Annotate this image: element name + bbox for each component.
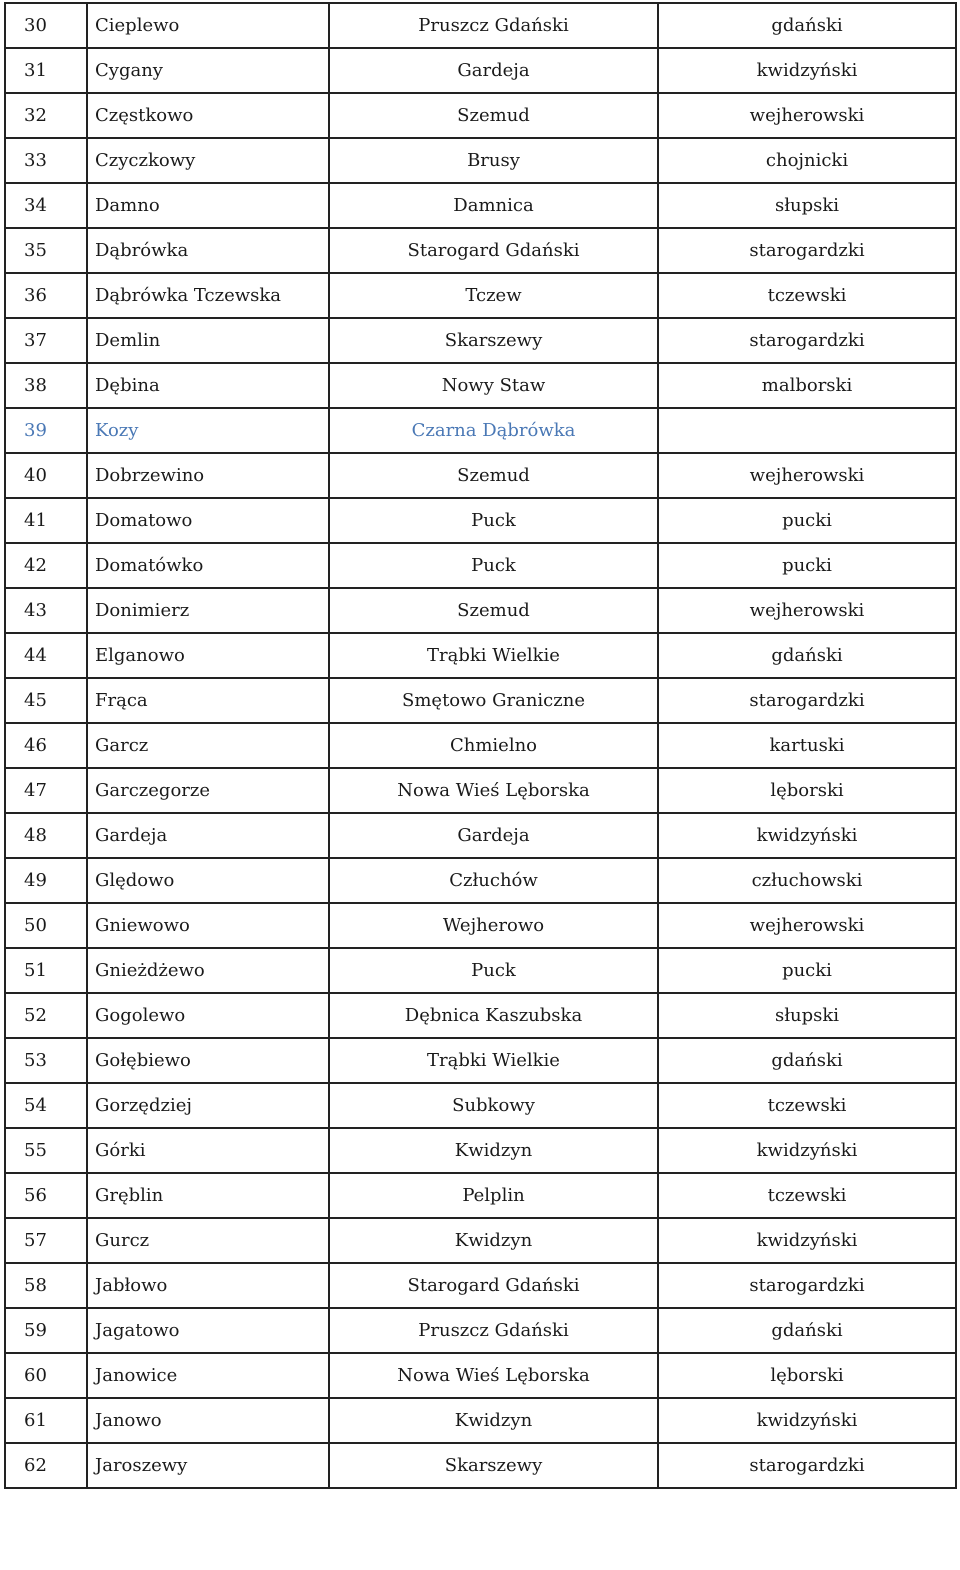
locality-name-cell: Jagatowo xyxy=(87,1308,329,1353)
row-number-cell: 39 xyxy=(5,408,87,453)
row-number-cell: 43 xyxy=(5,588,87,633)
locality-name-cell: Czyczkowy xyxy=(87,138,329,183)
table-row xyxy=(5,3,956,48)
row-number-cell: 36 xyxy=(5,273,87,318)
powiat-cell: starogardzki xyxy=(658,228,956,273)
gmina-cell: Gardeja xyxy=(329,48,658,93)
locality-name-cell: Gogolewo xyxy=(87,993,329,1038)
table-row xyxy=(5,93,956,138)
locality-name-cell: Domatówko xyxy=(87,543,329,588)
table-row xyxy=(5,1398,956,1443)
powiat-cell: lęborski xyxy=(658,768,956,813)
table-row xyxy=(5,228,956,273)
table-row xyxy=(5,1353,956,1398)
row-number-cell: 40 xyxy=(5,453,87,498)
locality-name-cell: Dąbrówka xyxy=(87,228,329,273)
table-row xyxy=(5,723,956,768)
locality-table xyxy=(4,2,957,1489)
locality-name-cell: Dobrzewino xyxy=(87,453,329,498)
powiat-cell: słupski xyxy=(658,993,956,1038)
table-row xyxy=(5,1173,956,1218)
locality-name-cell: Damno xyxy=(87,183,329,228)
row-number-cell: 48 xyxy=(5,813,87,858)
row-number-cell: 50 xyxy=(5,903,87,948)
powiat-cell: kwidzyński xyxy=(658,1218,956,1263)
locality-name-cell: Dębina xyxy=(87,363,329,408)
gmina-cell: Człuchów xyxy=(329,858,658,903)
locality-name-cell: Gardeja xyxy=(87,813,329,858)
gmina-cell: Starogard Gdański xyxy=(329,228,658,273)
table-row xyxy=(5,948,956,993)
gmina-cell: Kwidzyn xyxy=(329,1218,658,1263)
gmina-cell: Starogard Gdański xyxy=(329,1263,658,1308)
powiat-cell: kwidzyński xyxy=(658,1128,956,1173)
powiat-cell: tczewski xyxy=(658,1173,956,1218)
powiat-cell: słupski xyxy=(658,183,956,228)
row-number-cell: 45 xyxy=(5,678,87,723)
gmina-cell: Nowy Staw xyxy=(329,363,658,408)
powiat-cell: starogardzki xyxy=(658,318,956,363)
gmina-cell: Subkowy xyxy=(329,1083,658,1128)
gmina-cell: Gardeja xyxy=(329,813,658,858)
gmina-cell: Wejherowo xyxy=(329,903,658,948)
powiat-cell: starogardzki xyxy=(658,1263,956,1308)
table-row xyxy=(5,1128,956,1173)
gmina-cell: Smętowo Graniczne xyxy=(329,678,658,723)
row-number-cell: 60 xyxy=(5,1353,87,1398)
gmina-cell: Pruszcz Gdański xyxy=(329,1308,658,1353)
row-number-cell: 52 xyxy=(5,993,87,1038)
table-row xyxy=(5,138,956,183)
powiat-cell: starogardzki xyxy=(658,1443,956,1488)
locality-name-cell: Częstkowo xyxy=(87,93,329,138)
row-number-cell: 37 xyxy=(5,318,87,363)
table-row xyxy=(5,453,956,498)
powiat-cell: pucki xyxy=(658,948,956,993)
row-number-cell: 34 xyxy=(5,183,87,228)
powiat-cell: kwidzyński xyxy=(658,813,956,858)
gmina-cell: Pruszcz Gdański xyxy=(329,3,658,48)
table-row xyxy=(5,318,956,363)
locality-name-cell: Kozy xyxy=(87,408,329,453)
table-row xyxy=(5,768,956,813)
row-number-cell: 61 xyxy=(5,1398,87,1443)
table-row xyxy=(5,1308,956,1353)
gmina-cell: Nowa Wieś Lęborska xyxy=(329,1353,658,1398)
table-row xyxy=(5,678,956,723)
powiat-cell: człuchowski xyxy=(658,858,956,903)
powiat-cell: tczewski xyxy=(658,1083,956,1128)
gmina-cell: Szemud xyxy=(329,453,658,498)
gmina-cell: Kwidzyn xyxy=(329,1398,658,1443)
powiat-cell: wejherowski xyxy=(658,588,956,633)
locality-name-cell: Ględowo xyxy=(87,858,329,903)
row-number-cell: 44 xyxy=(5,633,87,678)
row-number-cell: 58 xyxy=(5,1263,87,1308)
row-number-cell: 51 xyxy=(5,948,87,993)
table-row xyxy=(5,1443,956,1488)
gmina-cell: Damnica xyxy=(329,183,658,228)
powiat-cell: starogardzki xyxy=(658,678,956,723)
locality-name-cell: Cieplewo xyxy=(87,3,329,48)
table-row xyxy=(5,183,956,228)
gmina-cell: Chmielno xyxy=(329,723,658,768)
powiat-cell: gdański xyxy=(658,1038,956,1083)
powiat-cell: wejherowski xyxy=(658,903,956,948)
row-number-cell: 35 xyxy=(5,228,87,273)
table-row xyxy=(5,273,956,318)
locality-name-cell: Gołębiewo xyxy=(87,1038,329,1083)
locality-name-cell: Janowice xyxy=(87,1353,329,1398)
row-number-cell: 53 xyxy=(5,1038,87,1083)
locality-name-cell: Cygany xyxy=(87,48,329,93)
row-number-cell: 47 xyxy=(5,768,87,813)
gmina-cell: Kwidzyn xyxy=(329,1128,658,1173)
powiat-cell: wejherowski xyxy=(658,93,956,138)
row-number-cell: 56 xyxy=(5,1173,87,1218)
locality-name-cell: Elganowo xyxy=(87,633,329,678)
gmina-cell: Puck xyxy=(329,543,658,588)
locality-name-cell: Domatowo xyxy=(87,498,329,543)
row-number-cell: 42 xyxy=(5,543,87,588)
table-row xyxy=(5,1083,956,1128)
gmina-cell: Pelplin xyxy=(329,1173,658,1218)
locality-name-cell: Demlin xyxy=(87,318,329,363)
locality-name-cell: Gręblin xyxy=(87,1173,329,1218)
locality-name-cell: Janowo xyxy=(87,1398,329,1443)
powiat-cell: pucki xyxy=(658,543,956,588)
table-row xyxy=(5,498,956,543)
gmina-cell: Brusy xyxy=(329,138,658,183)
locality-table-body xyxy=(5,3,956,1488)
powiat-cell: kwidzyński xyxy=(658,48,956,93)
gmina-cell: Tczew xyxy=(329,273,658,318)
table-row xyxy=(5,543,956,588)
table-row xyxy=(5,408,956,453)
table-row xyxy=(5,903,956,948)
row-number-cell: 55 xyxy=(5,1128,87,1173)
row-number-cell: 59 xyxy=(5,1308,87,1353)
locality-name-cell: Dąbrówka Tczewska xyxy=(87,273,329,318)
powiat-cell: gdański xyxy=(658,3,956,48)
row-number-cell: 33 xyxy=(5,138,87,183)
table-row xyxy=(5,858,956,903)
row-number-cell: 46 xyxy=(5,723,87,768)
locality-name-cell: Jabłowo xyxy=(87,1263,329,1308)
locality-name-cell: Garcz xyxy=(87,723,329,768)
row-number-cell: 49 xyxy=(5,858,87,903)
powiat-cell: pucki xyxy=(658,498,956,543)
locality-name-cell: Górki xyxy=(87,1128,329,1173)
powiat-cell: lęborski xyxy=(658,1353,956,1398)
gmina-cell: Trąbki Wielkie xyxy=(329,1038,658,1083)
gmina-cell: Skarszewy xyxy=(329,318,658,363)
row-number-cell: 41 xyxy=(5,498,87,543)
gmina-cell: Trąbki Wielkie xyxy=(329,633,658,678)
table-row xyxy=(5,588,956,633)
locality-name-cell: Gurcz xyxy=(87,1218,329,1263)
powiat-cell: gdański xyxy=(658,633,956,678)
locality-name-cell: Gorzędziej xyxy=(87,1083,329,1128)
locality-name-cell: Jaroszewy xyxy=(87,1443,329,1488)
gmina-cell: Szemud xyxy=(329,93,658,138)
locality-name-cell: Gniewowo xyxy=(87,903,329,948)
powiat-cell xyxy=(658,408,956,453)
powiat-cell: chojnicki xyxy=(658,138,956,183)
row-number-cell: 54 xyxy=(5,1083,87,1128)
row-number-cell: 31 xyxy=(5,48,87,93)
gmina-cell: Nowa Wieś Lęborska xyxy=(329,768,658,813)
gmina-cell: Czarna Dąbrówka xyxy=(329,408,658,453)
powiat-cell: tczewski xyxy=(658,273,956,318)
table-row xyxy=(5,993,956,1038)
table-row xyxy=(5,813,956,858)
locality-name-cell: Gnieżdżewo xyxy=(87,948,329,993)
table-row xyxy=(5,48,956,93)
powiat-cell: wejherowski xyxy=(658,453,956,498)
powiat-cell: malborski xyxy=(658,363,956,408)
powiat-cell: kartuski xyxy=(658,723,956,768)
powiat-cell: gdański xyxy=(658,1308,956,1353)
locality-name-cell: Garczegorze xyxy=(87,768,329,813)
table-row xyxy=(5,633,956,678)
gmina-cell: Puck xyxy=(329,948,658,993)
gmina-cell: Skarszewy xyxy=(329,1443,658,1488)
table-row xyxy=(5,1218,956,1263)
table-row xyxy=(5,1038,956,1083)
table-row xyxy=(5,1263,956,1308)
row-number-cell: 32 xyxy=(5,93,87,138)
row-number-cell: 62 xyxy=(5,1443,87,1488)
locality-name-cell: Donimierz xyxy=(87,588,329,633)
powiat-cell: kwidzyński xyxy=(658,1398,956,1443)
gmina-cell: Puck xyxy=(329,498,658,543)
gmina-cell: Szemud xyxy=(329,588,658,633)
gmina-cell: Dębnica Kaszubska xyxy=(329,993,658,1038)
row-number-cell: 57 xyxy=(5,1218,87,1263)
row-number-cell: 38 xyxy=(5,363,87,408)
table-row xyxy=(5,363,956,408)
row-number-cell: 30 xyxy=(5,3,87,48)
locality-name-cell: Frąca xyxy=(87,678,329,723)
